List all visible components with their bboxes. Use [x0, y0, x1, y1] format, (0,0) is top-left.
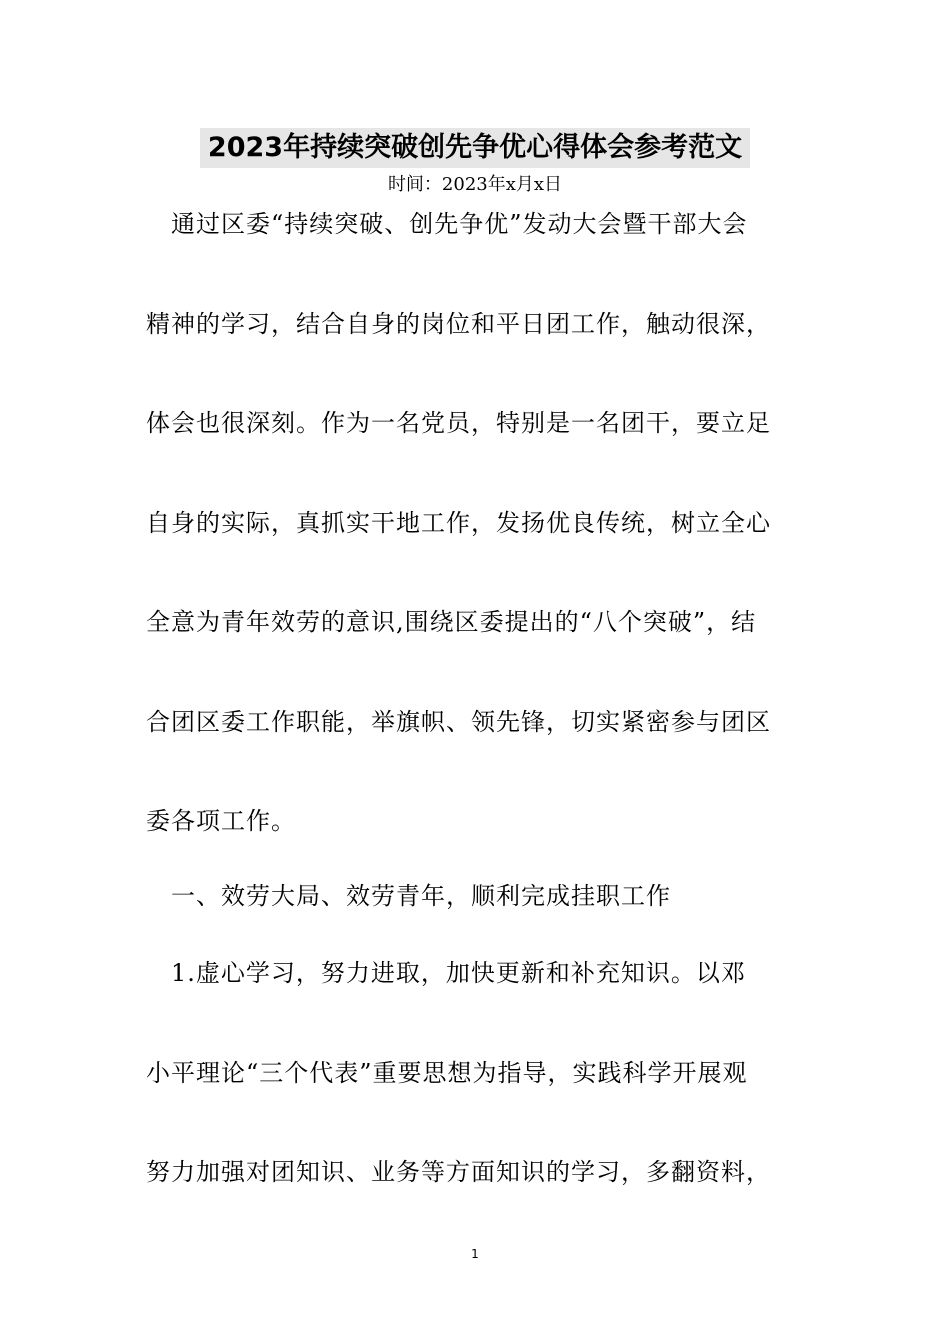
body-line-2: 精神的学习，结合自身的岗位和平日团工作，触动很深，: [146, 310, 771, 338]
page-number: 1: [471, 1247, 479, 1261]
body-line-5: 全意为青年效劳的意识,围绕区委提出的“八个突破”，结: [146, 608, 757, 636]
body-line-6: 合团区委工作职能，举旗帜、领先锋，切实紧密参与团区: [146, 708, 771, 736]
section-heading: 一、效劳大局、效劳青年，顺利完成挂职工作: [146, 882, 671, 910]
body-line-3: 体会也很深刻。作为一名党员，特别是一名团干，要立足: [146, 409, 771, 437]
body-line-11: 努力加强对团知识、业务等方面知识的学习，多翻资料，: [146, 1158, 771, 1186]
body-line-10: 小平理论“三个代表”重要思想为指导，实践科学开展观: [146, 1059, 748, 1087]
body-line-9: 1.虚心学习，努力进取，加快更新和补充知识。以邓: [146, 959, 746, 987]
body-line-4: 自身的实际，真抓实干地工作，发扬优良传统，树立全心: [146, 509, 771, 537]
body-line-1: 通过区委“持续突破、创先争优”发动大会暨干部大会: [146, 210, 748, 238]
body-line-7: 委各项工作。: [146, 807, 296, 835]
document-title: 2023年持续突破创先争优心得体会参考范文: [200, 128, 750, 168]
date-line: 时间：2023年x月x日: [387, 174, 563, 195]
